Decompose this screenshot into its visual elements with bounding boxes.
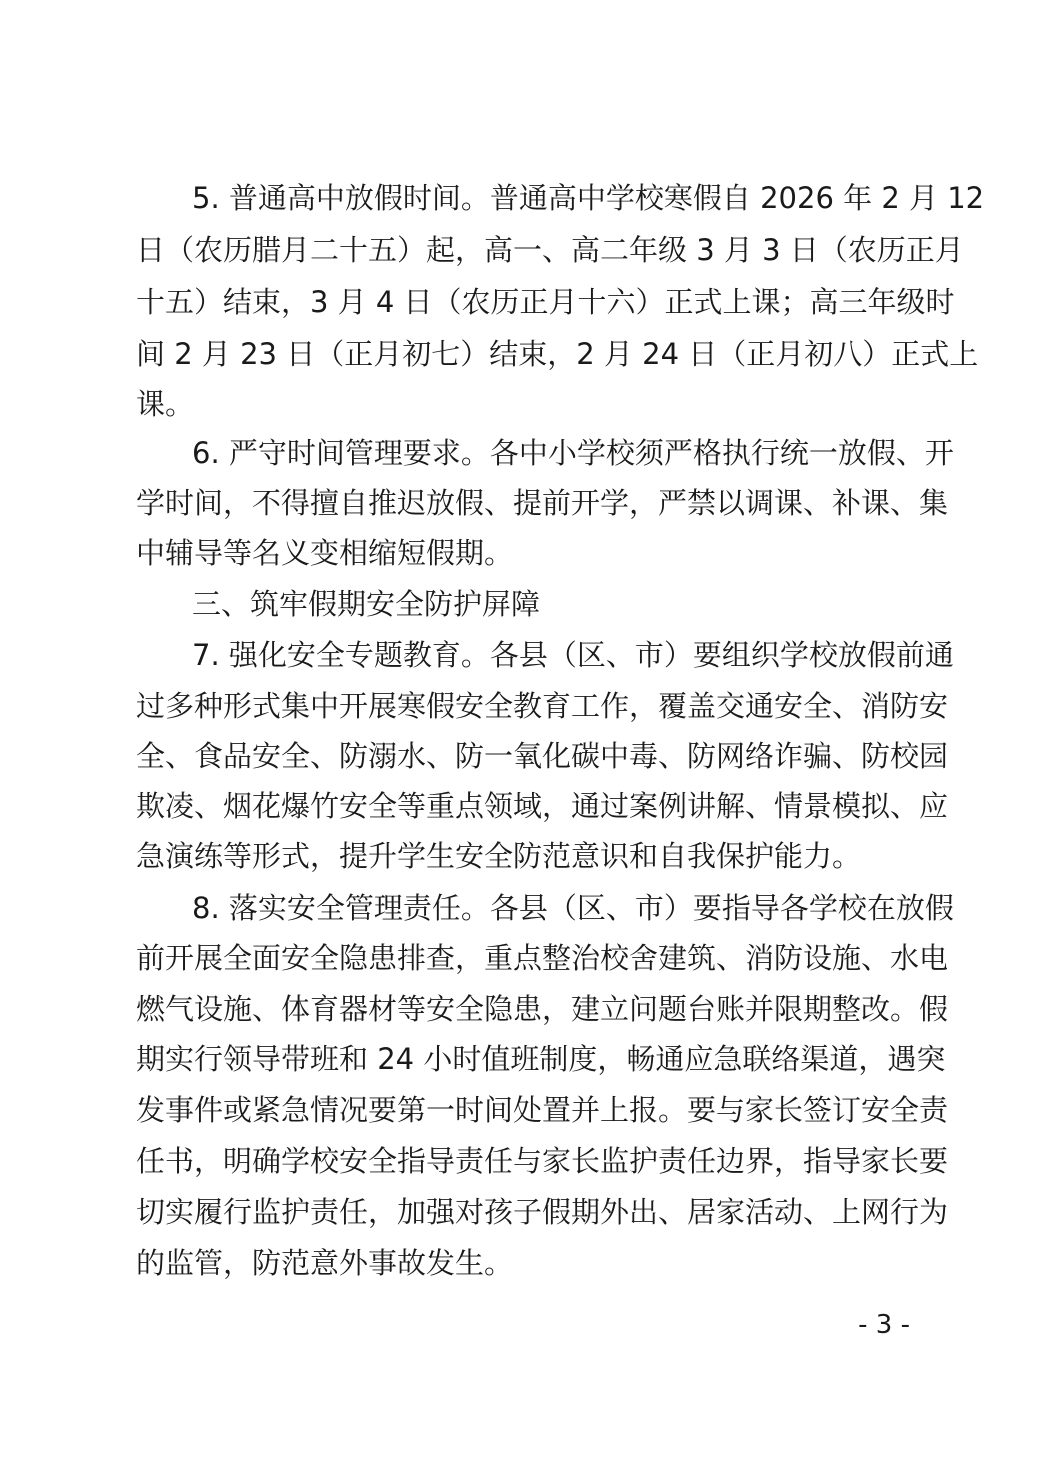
paragraph-line: 学时间，不得擅自推迟放假、提前开学，严禁以调课、补课、集 bbox=[136, 486, 949, 520]
paragraph-line: 发事件或紧急情况要第一时间处置并上报。要与家长签订安全责 bbox=[136, 1093, 949, 1127]
paragraph-line: 全、食品安全、防溺水、防一氧化碳中毒、防网络诈骗、防校园 bbox=[136, 739, 949, 773]
paragraph-line: 欺凌、烟花爆竹安全等重点领域，通过案例讲解、情景模拟、应 bbox=[136, 789, 949, 823]
paragraph-line: 急演练等形式，提升学生安全防范意识和自我保护能力。 bbox=[136, 839, 862, 873]
section-heading: 三、筑牢假期安全防护屏障 bbox=[192, 587, 541, 621]
paragraph-line: 期实行领导带班和 24 小时值班制度，畅通应急联络渠道，遇突 bbox=[136, 1042, 946, 1076]
paragraph-line: 日（农历腊月二十五）起，高一、高二年级 3 月 3 日（农历正月 bbox=[136, 233, 964, 267]
paragraph-line: 5. 普通高中放假时间。普通高中学校寒假自 2026 年 2 月 12 bbox=[192, 181, 985, 215]
paragraph-line: 十五）结束，3 月 4 日（农历正月十六）正式上课；高三年级时 bbox=[136, 285, 955, 319]
paragraph-line: 切实履行监护责任，加强对孩子假期外出、居家活动、上网行为 bbox=[136, 1195, 949, 1229]
paragraph-line: 任书，明确学校安全指导责任与家长监护责任边界，指导家长要 bbox=[136, 1144, 949, 1178]
paragraph-line: 中辅导等名义变相缩短假期。 bbox=[136, 536, 514, 570]
paragraph-line: 课。 bbox=[136, 387, 195, 421]
paragraph-line: 过多种形式集中开展寒假安全教育工作，覆盖交通安全、消防安 bbox=[136, 689, 949, 723]
paragraph-line: 8. 落实安全管理责任。各县（区、市）要指导各学校在放假 bbox=[192, 891, 954, 925]
paragraph-line: 的监管，防范意外事故发生。 bbox=[136, 1246, 514, 1280]
paragraph-line: 7. 强化安全专题教育。各县（区、市）要组织学校放假前通 bbox=[192, 638, 954, 672]
paragraph-line: 前开展全面安全隐患排查，重点整治校舍建筑、消防设施、水电 bbox=[136, 941, 949, 975]
page-number: - 3 - bbox=[858, 1310, 910, 1340]
paragraph-line: 6. 严守时间管理要求。各中小学校须严格执行统一放假、开 bbox=[192, 436, 954, 470]
paragraph-line: 间 2 月 23 日（正月初七）结束，2 月 24 日（正月初八）正式上 bbox=[136, 337, 979, 371]
paragraph-line: 燃气设施、体育器材等安全隐患，建立问题台账并限期整改。假 bbox=[136, 992, 949, 1026]
